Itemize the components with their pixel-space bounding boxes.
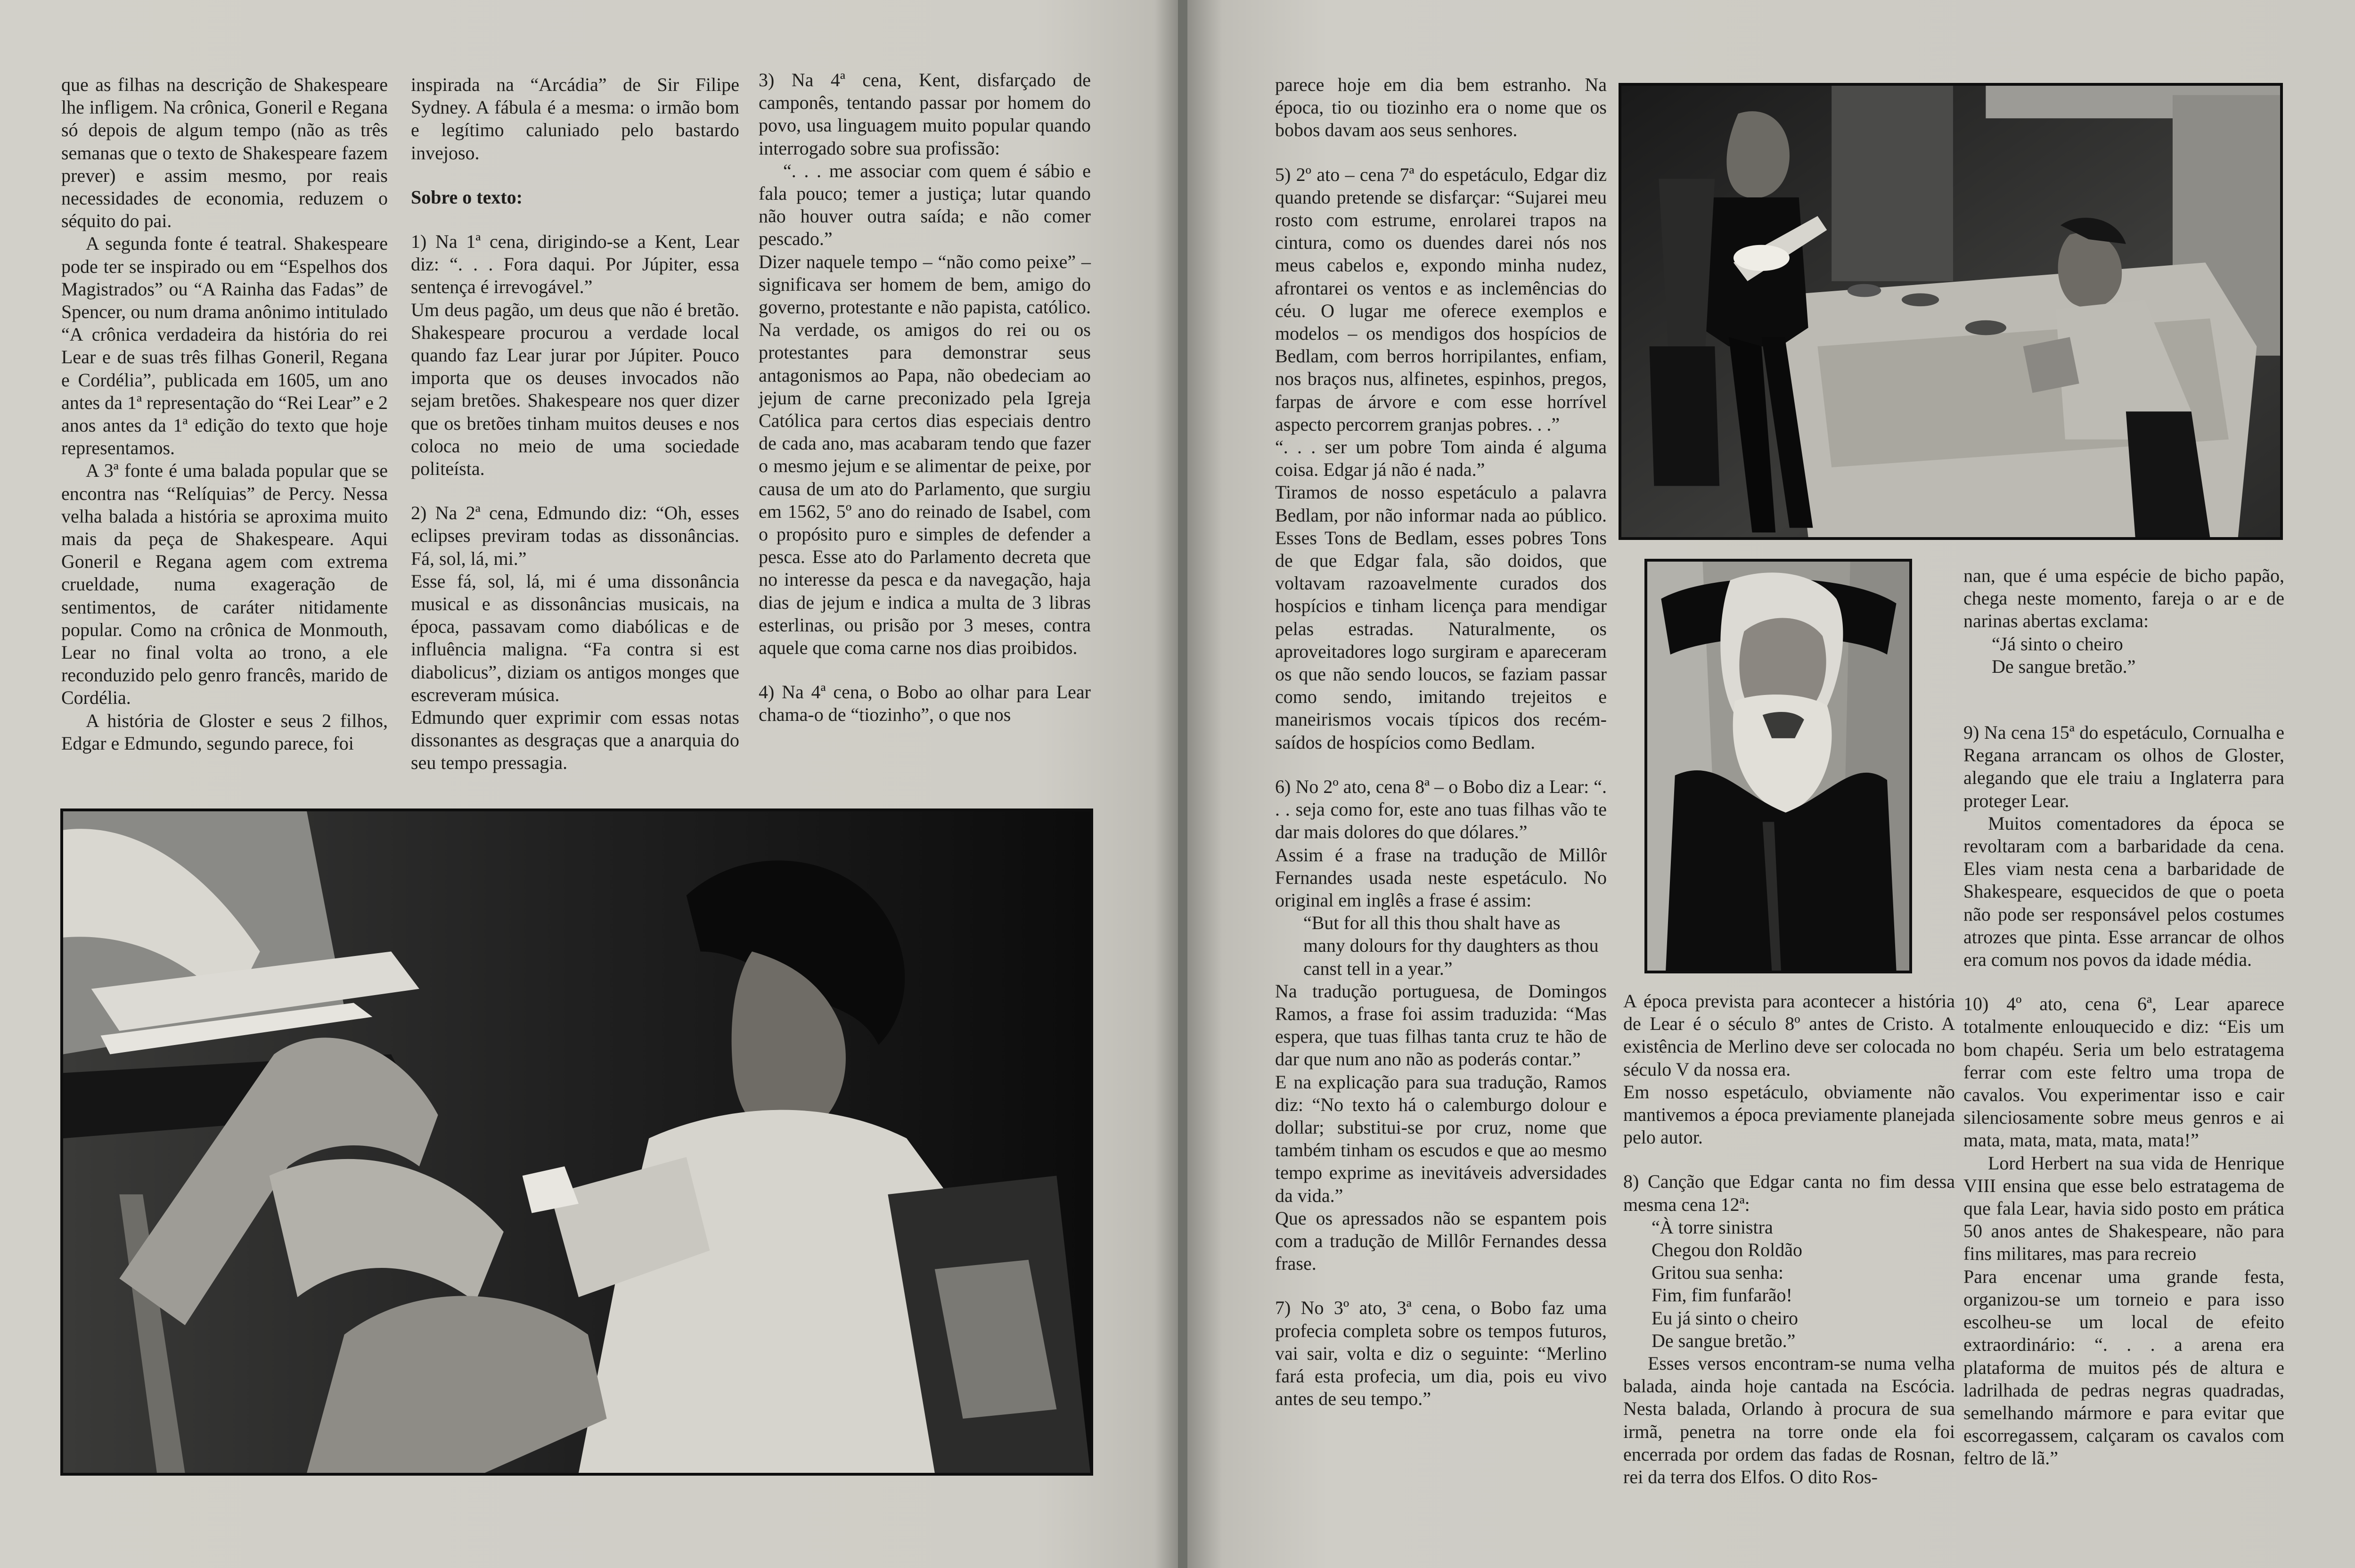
paragraph-spacer bbox=[411, 209, 739, 230]
right-column-1 bbox=[1275, 74, 1607, 1410]
rehearsal-illustration bbox=[1621, 86, 2280, 537]
paragraph: Tiramos de nosso espetáculo a palavra Bedlam, por não informar nada ao público. Esses Tons de Bedlam, esses pobres Tons de que Edgar fala, são doidos, que voltavam razoavelmente curados dos hospícios e tinham licença para mendigar pelas estradas. Naturalmente, os aproveitadores logo surgiram e apareceram os que não sendo loucos, se faziam passar como sendo, imitando trejeitos e maneirismos vocais típicos dos recém-saídos de hospícios como Bedlam. bbox=[1275, 482, 1607, 753]
paragraph-spacer bbox=[759, 659, 1091, 681]
paragraph: 4) Na 4ª cena, o Bobo ao olhar para Lear chama-o de “tiozinho”, o que nos bbox=[759, 681, 1091, 726]
paragraph: Lord Herbert na sua vida de Henrique VIII ensina que esse belo estratagema de que fala Lear, havia sido posto em prática 50 anos antes de Shakespeare, não para fins militares, mas para recreio bbox=[1963, 1152, 2284, 1265]
paragraph: Dizer naquele tempo – “não como peixe” – significava ser homem de bem, amigo do governo, protestante e não papista, católico. Na verdade, os amigos do rei ou os protestantes para demonstrar seus antagonismos ao Papa, não obedeciam ao jejum de carne preconizado pela Igreja Católica para certos dias especiais dentro de cada ano, mas acabaram tendo que fazer o mesmo jejum e se alimentar de peixe, por causa de um ato do Parlamento, que surgiu em 1562, 5º ano do reinado de Isabel, com o propósito puro e simples de defender a pesca. Esse ato do Parlamento decreta que no interesse da pesca e da navegação, haja dias de jejum e indica a multa de 3 libras esterlinas, ou prisão por 3 meses, contra aquele que coma carne nos dias proibidos. bbox=[759, 251, 1091, 659]
paragraph: 7) No 3º ato, 3ª cena, o Bobo faz uma profecia completa sobre os tempos futuros, vai sair, volta e diz o seguinte: “Merlino fará esta profecia, um dia, pois eu vivo antes de seu tempo.” bbox=[1275, 1297, 1607, 1410]
paragraph: Esses versos encontram-se numa velha balada, ainda hoje cantada na Escócia. Nesta balada, Orlando à procura de sua irmã, penetra na torre onde ela foi encerrada por ordem das fadas de Rosnan, rei da terra dos Elfos. O dito Ros- bbox=[1623, 1353, 1955, 1488]
paragraph: “. . . ser um pobre Tom ainda é alguma coisa. Edgar já não é nada.” bbox=[1275, 436, 1607, 481]
paragraph-spacer bbox=[1963, 700, 2284, 721]
right-column-3 bbox=[1963, 564, 2284, 1470]
photo-bearded-actor bbox=[1644, 559, 1912, 973]
left-column-2 bbox=[411, 74, 739, 775]
paragraph: Na tradução portuguesa, de Domingos Ramos, a frase foi assim traduzida: “Mas espera, que tuas filhas tanta cruz te hão de dar que num ano não as poderás contar.” bbox=[1275, 980, 1607, 1070]
quoted-line: De sangue bretão.” bbox=[1992, 655, 2136, 677]
left-column-3 bbox=[759, 69, 1091, 727]
paragraph: 6) No 2º ato, cena 8ª – o Bobo diz a Lear: “. . . seja como for, este ano tuas filhas vão te dar mais dolores do que dólares.” bbox=[1275, 776, 1607, 843]
paragraph-spacer bbox=[1275, 142, 1607, 163]
paragraph: A história de Gloster e seus 2 filhos, Edgar e Edmundo, segundo parece, foi bbox=[61, 710, 388, 754]
paragraph: Esse fá, sol, lá, mi é uma dissonância musical e as dissonâncias musicais, na época, passavam como diabólicas e de influência maligna. “Fa contra si est diabolicus”, diziam os antigos monges que escreveram música. bbox=[411, 570, 739, 705]
paragraph: nan, que é uma espécie de bicho papão, chega neste momento, fareja o ar e de narinas abertas exclama: bbox=[1963, 565, 2284, 632]
quoted-line: Fim, fim funfarão! bbox=[1652, 1284, 1792, 1306]
quoted-line: Eu já sinto o cheiro bbox=[1652, 1307, 1799, 1329]
paragraph: que as filhas na descrição de Shakespeare lhe infligem. Na crônica, Goneril e Regana só depois de algum tempo (não as três semanas que o texto de Shakespeare fazem prever) e assim mesmo, por reais necessidades de economia, reduzem o séquito do pai. bbox=[61, 74, 388, 232]
right-column-2 bbox=[1623, 990, 1955, 1488]
paragraph-spacer bbox=[411, 480, 739, 502]
right-page bbox=[1187, 0, 2355, 1568]
paragraph: Para encenar uma grande festa, organizou-se um torneio e para isso escolheu-se um local de efeito extraordinário: “. . . a arena era plataforma de muitos pés de altura e ladrilhada de pedras negras quadradas, semelhando mármore e para evitar que escorregassem, calçaram os cavalos com feltro de lã.” bbox=[1963, 1266, 2284, 1469]
paragraph: E na explicação para sua tradução, Ramos diz: “No texto há o calemburgo dolour e dollar; substitui-se por cruz, nome que também tinham os escudos e que ao mesmo tempo exprime as inevitáveis adversidades da vida.” bbox=[1275, 1071, 1607, 1206]
paragraph: inspirada na “Arcádia” de Sir Filipe Sydney. A fábula é a mesma: o irmão bom e legítimo caluniado pelo bastardo invejoso. bbox=[411, 74, 739, 163]
paragraph-spacer bbox=[1275, 754, 1607, 776]
quoted-line: Gritou sua senha: bbox=[1652, 1262, 1783, 1283]
quoted-line: De sangue bretão.” bbox=[1652, 1330, 1796, 1351]
paragraph-spacer bbox=[1963, 971, 2284, 993]
binding-gutter bbox=[1178, 0, 1187, 1568]
paragraph: A época prevista para acontecer a história de Lear é o século 8º antes de Cristo. A existência de Merlino deve ser colocada no século V da nossa era. bbox=[1623, 990, 1955, 1080]
paragraph: Em nosso espetáculo, obviamente não mantivemos a época previamente planejada pelo autor. bbox=[1623, 1081, 1955, 1148]
paragraph: 1) Na 1ª cena, dirigindo-se a Kent, Lear diz: “. . . Fora daqui. Por Júpiter, essa sentença é irrevogável.” bbox=[411, 231, 739, 298]
paragraph: 3) Na 4ª cena, Kent, disfarçado de camponês, tentando passar por homem do povo, usa linguagem muito popular quando interrogado sobre sua profissão: bbox=[759, 69, 1091, 159]
paragraph-spacer bbox=[411, 164, 739, 186]
paragraph: Muitos comentadores da época se revoltaram com a barbaridade da cena. Eles viam nesta cena a barbaridade de Shakespeare, esquecidos de que o poeta não pode ser responsável pelos costumes atrozes que pinta. Esse arrancar de olhos era comum nos povos da idade média. bbox=[1963, 812, 2284, 971]
paragraph: Um deus pagão, um deus que não é bretão. Shakespeare procurou a verdade local quando faz Lear jurar por Júpiter. Pouco importa que os deuses invocados não sejam bretões. Shakespeare nos quer dizer que os bretões tinham muitos deuses e nos coloca no meio de uma sociedade politeísta. bbox=[411, 299, 739, 480]
paragraph-spacer bbox=[1275, 1275, 1607, 1297]
quoted-line: “À torre sinistra bbox=[1652, 1216, 1773, 1238]
paragraph: Que os apressados não se espantem pois com a tradução de Millôr Fernandes dessa frase. bbox=[1275, 1207, 1607, 1274]
quoted-line: “But for all this thou shalt have as many dolours for thy daughters as thou canst tell in a year.” bbox=[1303, 912, 1599, 979]
paragraph: 8) Canção que Edgar canta no fim dessa mesma cena 12ª: bbox=[1623, 1171, 1955, 1215]
paragraph-spacer bbox=[1963, 678, 2284, 700]
quoted-line: “Já sinto o cheiro bbox=[1992, 633, 2123, 654]
photo-actor-reading-script bbox=[60, 808, 1093, 1476]
paragraph: 5) 2º ato – cena 7ª do espetáculo, Edgar diz quando pretende se disfarçar: “Sujarei meu rosto com estrume, enrolarei trapos na cintura, como os duendes darei nós nos meus cabelos e, expondo minha nudez, afrontarei os ventos e as inclemências do céu. O lugar me oferece exemplos e modelos – os mendigos dos hospícios de Bedlam, com berros horripilantes, enfiam, nos braços nus, alfinetes, espinhos, pregos, farpas de árvore e com esse horrível aspecto percorrem granjas pobres. . .” bbox=[1275, 163, 1607, 435]
paragraph: A segunda fonte é teatral. Shakespeare pode ter se inspirado ou em “Espelhos dos Magistrados” ou “A Rainha das Fadas” de Spencer, ou num drama anônimo intitulado “A crônica verdadeira da história do rei Lear e de suas três filhas Goneril, Regana e Cordélia”, publicada em 1605, um ano antes da 1ª representação do “Rei Lear” e 2 anos antes da 1ª edição do texto que hoje representamos. bbox=[61, 233, 388, 459]
paragraph: A 3ª fonte é uma balada popular que se encontra nas “Relíquias” de Percy. Nessa velha balada a história se aproxima muito mais da peça de Shakespeare. Aqui Goneril e Regana agem com extrema crueldade, numa exageração de sentimentos, de caráter nitidamente popular. Como na crônica de Monmouth, Lear no final volta ao trono, a ele reconduzido pelo genro francês, marido de Cordélia. bbox=[61, 460, 388, 709]
paragraph: Assim é a frase na tradução de Millôr Fernandes usada neste espetáculo. No original em inglês a frase é assim: bbox=[1275, 844, 1607, 911]
quoted-line: Chegou don Roldão bbox=[1652, 1239, 1802, 1261]
paragraph: parece hoje em dia bem estranho. Na época, tio ou tiozinho era o nome que os bobos davam aos seus senhores. bbox=[1275, 74, 1607, 141]
paragraph: 10) 4º ato, cena 6ª, Lear aparece totalmente enlouquecido e diz: “Eis um bom chapéu. Seria um belo estratagema ferrar com este feltro uma tropa de cavalos. Vou experimentar isso e cair silenciosamente sobre meus genros e ai mata, mata, mata, mata, mata!” bbox=[1963, 993, 2284, 1151]
paragraph: “. . . me associar com quem é sábio e fala pouco; temer a justiça; lutar quando não houver outra saída; e não comer pescado.” bbox=[759, 160, 1091, 250]
left-column-1 bbox=[61, 74, 388, 755]
paragraph-spacer bbox=[1623, 1149, 1955, 1170]
section-heading: Sobre o texto: bbox=[411, 186, 523, 208]
bearded-actor-illustration bbox=[1647, 562, 1909, 971]
paragraph: 9) Na cena 15ª do espetáculo, Cornualha e Regana arrancam os olhos de Gloster, alegando que ele traiu a Inglaterra para proteger Lear. bbox=[1963, 722, 2284, 811]
paragraph: Edmundo quer exprimir com essas notas dissonantes as desgraças que a anarquia do seu tempo pressagia. bbox=[411, 707, 739, 774]
reading-actor-illustration bbox=[63, 811, 1090, 1473]
paragraph: 2) Na 2ª cena, Edmundo diz: “Oh, esses eclipses previram todas as dissonâncias. Fá, sol, lá, mi.” bbox=[411, 502, 739, 569]
photo-rehearsal-two-actors bbox=[1619, 83, 2283, 540]
